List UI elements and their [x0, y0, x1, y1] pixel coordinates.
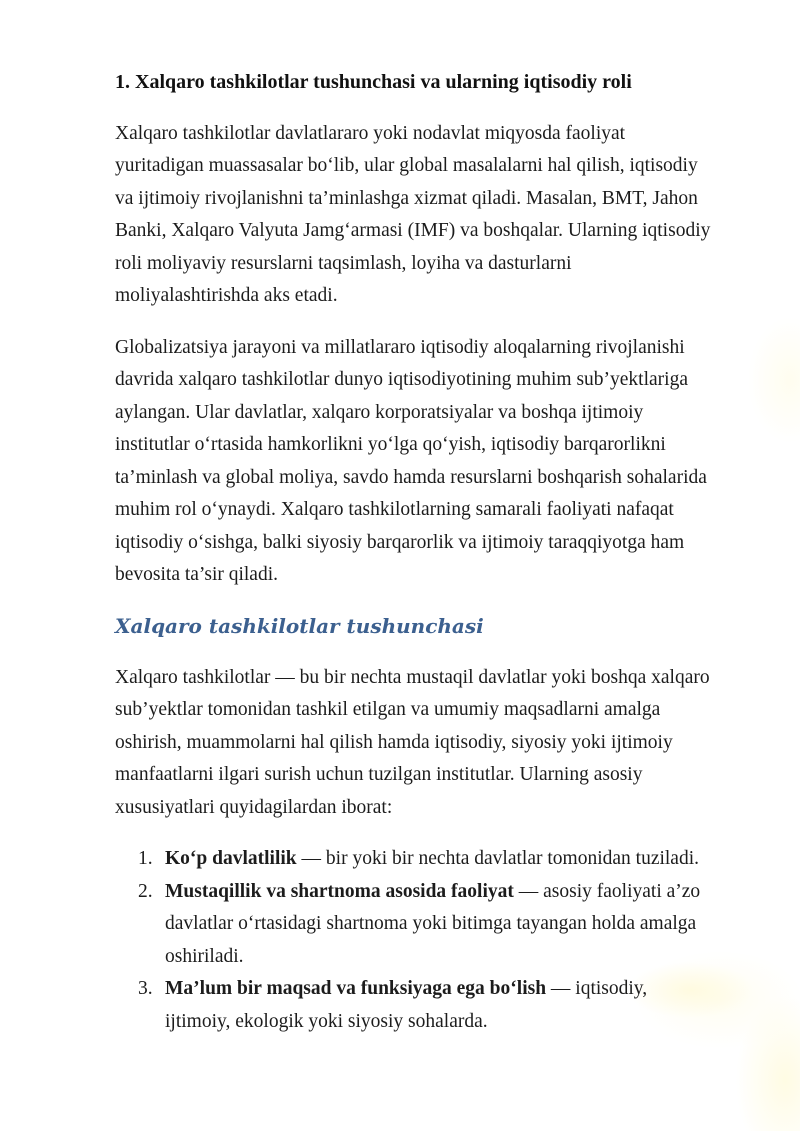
paragraph-globalization: Globalizatsiya jarayoni va millatlararo iqtisodiy aloqalarning rivojlanishi davrida xalqaro tashkilotlar dunyo iqtisodiyotining muhim sub’yektlariga aylangan. Ular davlatlar, xalqaro korporatsiyalar va boshqa ijtimoiy institutlar oʻrtasida hamkorlikni yoʻlga qoʻyish, iqtisodiy barqarorlikni ta’minlash va global moliya, savdo hamda resurslarni boshqarish sohalarida muhim rol oʻynaydi. Xalqaro tashkilotlarning samarali faoliyati nafaqat iqtisodiy oʻsishga, balki siyosiy barqarorlik va ijtimoiy taraqqiyotga ham bevosita ta’sir qiladi. — [115, 336, 707, 585]
section-heading-tushunchasi: Xalqaro tashkilotlar tushunchasi — [115, 613, 484, 638]
list-item-text: — asosiy faoliyati a’zo davlatlar oʻrtasidagi shartnoma yoki bitimga tayangan holda amalga oshiriladi. — [165, 880, 701, 967]
list-item — [115, 973, 715, 1038]
list-item-bold-text: Mustaqillik va shartnoma asosida faoliyat — [165, 880, 514, 902]
document-heading: 1. Xalqaro tashkilotlar tushunchasi va ularning iqtisodiy roli — [115, 71, 632, 93]
list-item-text: — bir yoki bir nechta davlatlar tomonidan tuziladi. — [296, 848, 700, 869]
list-item-number: 3. — [138, 978, 153, 999]
list-item-bold-text: Ma’lum bir maqsad va funksiyaga ega boʻlish — [165, 978, 547, 999]
list-item — [115, 876, 715, 974]
list-item-number: 2. — [138, 880, 153, 902]
list-item-number: 1. — [138, 848, 153, 869]
list-item-bold-text: Koʻp davlatlilik — [165, 848, 297, 869]
paragraph-intro: Xalqaro tashkilotlar davlatlararo yoki nodavlat miqyosda faoliyat yuritadigan muassasalar boʻlib, ular global masalalarni hal qilish, iqtisodiy va ijtimoiy rivojlanishni ta’minlashga xizmat qiladi. Masalan, BMT, Jahon Banki, Xalqaro Valyuta Jamgʻarmasi (IMF) va boshqalar. Ularning iqtisodiy roli moliyaviy resurslarni taqsimlash, loyiha va dasturlarni moliyalashtirishda aks etadi. — [115, 122, 711, 306]
numbered-list — [115, 843, 715, 1038]
list-item-text: — iqtisodiy, ijtimoiy, ekologik yoki siyosiy sohalarda. — [165, 978, 648, 1032]
list-item — [115, 843, 715, 876]
paragraph-definition: Xalqaro tashkilotlar — bu bir nechta mustaqil davlatlar yoki boshqa xalqaro sub’yektlar tomonidan tashkil etilgan va umumiy maqsadlarni amalga oshirish, muammolarni hal qilish hamda iqtisodiy, siyosiy yoki ijtimoiy manfaatlarni ilgari surish uchun tuzilgan institutlar. Ularning asosiy xususiyatlari quyidagilardan iborat: — [115, 666, 710, 818]
